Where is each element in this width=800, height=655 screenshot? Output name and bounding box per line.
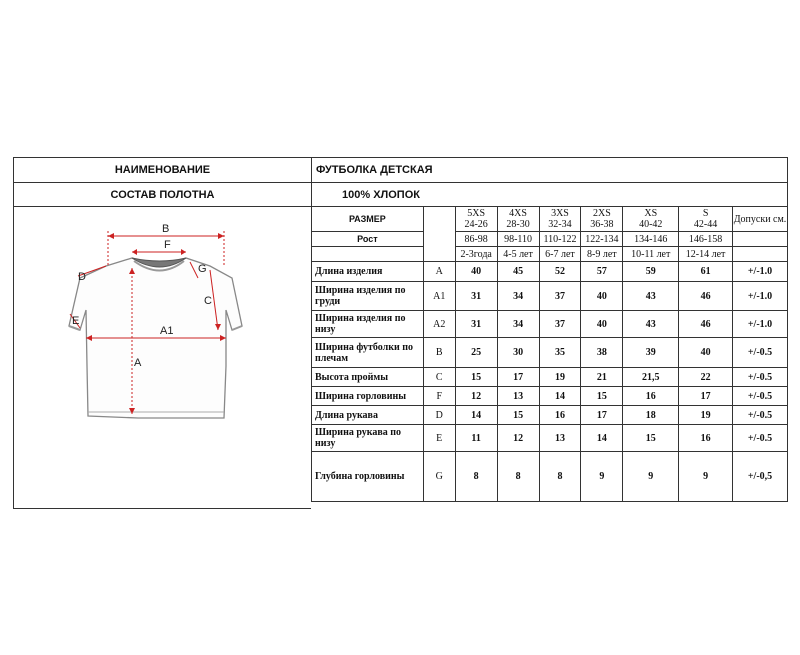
age-value: 6-7 лет <box>539 247 581 262</box>
measurement-name: Ширина футболки по плечам <box>312 338 424 368</box>
measurement-row <box>312 262 788 282</box>
measurement-code: A2 <box>423 311 455 338</box>
measurement-row <box>312 368 788 387</box>
size-label: 5XS <box>467 208 486 219</box>
measurement-value: 52 <box>539 262 581 282</box>
measurement-value: 21 <box>581 368 623 387</box>
measurement-value: 11 <box>455 425 497 452</box>
size-label: 3XS <box>551 208 569 219</box>
measurement-value: 12 <box>455 387 497 406</box>
measurement-tolerance: +/-0.5 <box>733 338 788 368</box>
measurement-value: 13 <box>539 425 581 452</box>
fabric-label: СОСТАВ ПОЛОТНА <box>14 183 312 206</box>
label-b: B <box>162 223 170 235</box>
label-a1: A1 <box>160 325 174 337</box>
empty-cell <box>733 232 788 247</box>
measurement-name: Ширина горловины <box>312 387 424 406</box>
measurement-value: 40 <box>581 282 623 311</box>
size-table-body <box>312 207 788 502</box>
size-label-cell <box>623 207 679 232</box>
arrow-b-left <box>108 233 114 239</box>
measurement-name: Ширина рукава по низу <box>312 425 424 452</box>
empty-cell <box>312 247 424 262</box>
measurement-tolerance: +/-0.5 <box>733 368 788 387</box>
measurement-name: Длина рукава <box>312 406 424 425</box>
measurement-value: 61 <box>679 262 733 282</box>
measurement-value: 43 <box>623 282 679 311</box>
size-header-row <box>312 207 788 232</box>
measurement-value: 30 <box>497 338 539 368</box>
arrow-f-left <box>132 249 137 255</box>
measurement-tolerance: +/-0.5 <box>733 406 788 425</box>
measurement-value: 45 <box>497 262 539 282</box>
measurement-value: 17 <box>679 387 733 406</box>
age-row <box>312 247 788 262</box>
measurement-tolerance: +/-1.0 <box>733 262 788 282</box>
height-value: 134-146 <box>623 232 679 247</box>
age-value: 4-5 лет <box>497 247 539 262</box>
height-row <box>312 232 788 247</box>
size-range: 32-34 <box>548 219 572 230</box>
measurement-code: F <box>423 387 455 406</box>
size-range: 28-30 <box>506 219 530 230</box>
arrow-f-right <box>181 249 186 255</box>
label-e: E <box>72 315 80 327</box>
height-header: Рост <box>312 232 424 247</box>
product-name-label: НАИМЕНОВАНИЕ <box>14 158 312 182</box>
measurement-value: 43 <box>623 311 679 338</box>
measurement-value: 22 <box>679 368 733 387</box>
measurement-row <box>312 406 788 425</box>
measurement-value: 35 <box>539 338 581 368</box>
product-name-row <box>13 157 788 183</box>
measurement-value: 31 <box>455 282 497 311</box>
measurement-value: 39 <box>623 338 679 368</box>
measurement-row <box>312 452 788 502</box>
height-value: 86-98 <box>455 232 497 247</box>
measurement-code: G <box>423 452 455 502</box>
measurement-value: 57 <box>581 262 623 282</box>
label-a: A <box>134 357 142 369</box>
measurement-value: 34 <box>497 311 539 338</box>
label-g: G <box>198 263 207 275</box>
measurement-tolerance: +/-0.5 <box>733 425 788 452</box>
label-d: D <box>78 271 86 283</box>
measurement-name: Длина изделия <box>312 262 424 282</box>
measurement-value: 37 <box>539 311 581 338</box>
measurement-value: 46 <box>679 282 733 311</box>
measurement-value: 16 <box>679 425 733 452</box>
size-table <box>311 206 788 502</box>
measurement-value: 17 <box>497 368 539 387</box>
measurement-value: 14 <box>455 406 497 425</box>
measurement-value: 8 <box>539 452 581 502</box>
tshirt-diagram <box>13 206 311 509</box>
measurement-value: 8 <box>455 452 497 502</box>
measurement-value: 19 <box>539 368 581 387</box>
size-range: 24-26 <box>464 219 488 230</box>
size-header: РАЗМЕР <box>312 207 424 232</box>
measurement-tolerance: +/-1.0 <box>733 282 788 311</box>
size-chart-sheet <box>13 157 788 509</box>
size-range: 40-42 <box>639 219 663 230</box>
measurement-code: D <box>423 406 455 425</box>
measurement-value: 9 <box>679 452 733 502</box>
arrow-b-right <box>218 233 224 239</box>
measurement-row <box>312 425 788 452</box>
measurement-value: 13 <box>497 387 539 406</box>
size-label: 4XS <box>509 208 527 219</box>
measurement-value: 9 <box>623 452 679 502</box>
measurement-value: 16 <box>539 406 581 425</box>
height-value: 98-110 <box>497 232 539 247</box>
measurement-value: 34 <box>497 282 539 311</box>
measurement-value: 19 <box>679 406 733 425</box>
size-label-cell <box>679 207 733 232</box>
measurement-code: E <box>423 425 455 452</box>
measurement-row <box>312 311 788 338</box>
measurement-value: 15 <box>623 425 679 452</box>
measurement-value: 9 <box>581 452 623 502</box>
age-value: 8-9 лет <box>581 247 623 262</box>
fabric-value: 100% ХЛОПОК <box>342 188 420 201</box>
measurement-value: 21,5 <box>623 368 679 387</box>
measurement-value: 14 <box>539 387 581 406</box>
measurement-value: 17 <box>581 406 623 425</box>
label-f: F <box>164 239 171 251</box>
measurement-value: 15 <box>497 406 539 425</box>
measurement-value: 8 <box>497 452 539 502</box>
empty-cell <box>733 247 788 262</box>
measurement-value: 12 <box>497 425 539 452</box>
measurement-name: Глубина горловины <box>312 452 424 502</box>
measurement-tolerance: +/-1.0 <box>733 311 788 338</box>
tolerance-header: Допуски см. <box>733 207 788 232</box>
measurement-name: Ширина изделия по низу <box>312 311 424 338</box>
size-range: 42-44 <box>693 219 718 230</box>
height-value: 110-122 <box>539 232 581 247</box>
size-range: 36-38 <box>590 219 614 230</box>
measurement-value: 16 <box>623 387 679 406</box>
measurement-row <box>312 338 788 368</box>
measurement-value: 40 <box>581 311 623 338</box>
age-value: 12-14 лет <box>679 247 733 262</box>
measurement-value: 40 <box>455 262 497 282</box>
measurement-code: A <box>423 262 455 282</box>
measurement-value: 38 <box>581 338 623 368</box>
measurement-value: 15 <box>455 368 497 387</box>
tshirt-drawing <box>14 206 310 508</box>
measurement-value: 40 <box>679 338 733 368</box>
measurement-value: 15 <box>581 387 623 406</box>
measurement-tolerance: +/-0.5 <box>733 387 788 406</box>
measurement-code: A1 <box>423 282 455 311</box>
product-name-value: ФУТБОЛКА ДЕТСКАЯ <box>316 164 433 176</box>
size-label-cell <box>539 207 581 232</box>
measurement-value: 14 <box>581 425 623 452</box>
label-c: C <box>204 295 212 307</box>
fabric-row <box>13 182 788 207</box>
measurement-tolerance: +/-0,5 <box>733 452 788 502</box>
size-label: S <box>702 208 709 219</box>
measurement-name: Высота проймы <box>312 368 424 387</box>
size-label-cell <box>581 207 623 232</box>
measurement-value: 25 <box>455 338 497 368</box>
height-value: 146-158 <box>679 232 733 247</box>
measurement-code: C <box>423 368 455 387</box>
size-label: 2XS <box>592 208 611 219</box>
measurement-value: 37 <box>539 282 581 311</box>
size-label: XS <box>644 208 658 219</box>
measurement-row <box>312 387 788 406</box>
measurement-value: 59 <box>623 262 679 282</box>
measurement-row <box>312 282 788 311</box>
measurement-name: Ширина изделия по груди <box>312 282 424 311</box>
code-column-header <box>423 207 455 262</box>
age-value: 10-11 лет <box>623 247 679 262</box>
measurement-code: B <box>423 338 455 368</box>
size-label-cell <box>497 207 539 232</box>
age-value: 2-3года <box>455 247 497 262</box>
measurement-value: 18 <box>623 406 679 425</box>
measurement-value: 31 <box>455 311 497 338</box>
height-value: 122-134 <box>581 232 623 247</box>
measurement-value: 46 <box>679 311 733 338</box>
size-label-cell <box>455 207 497 232</box>
